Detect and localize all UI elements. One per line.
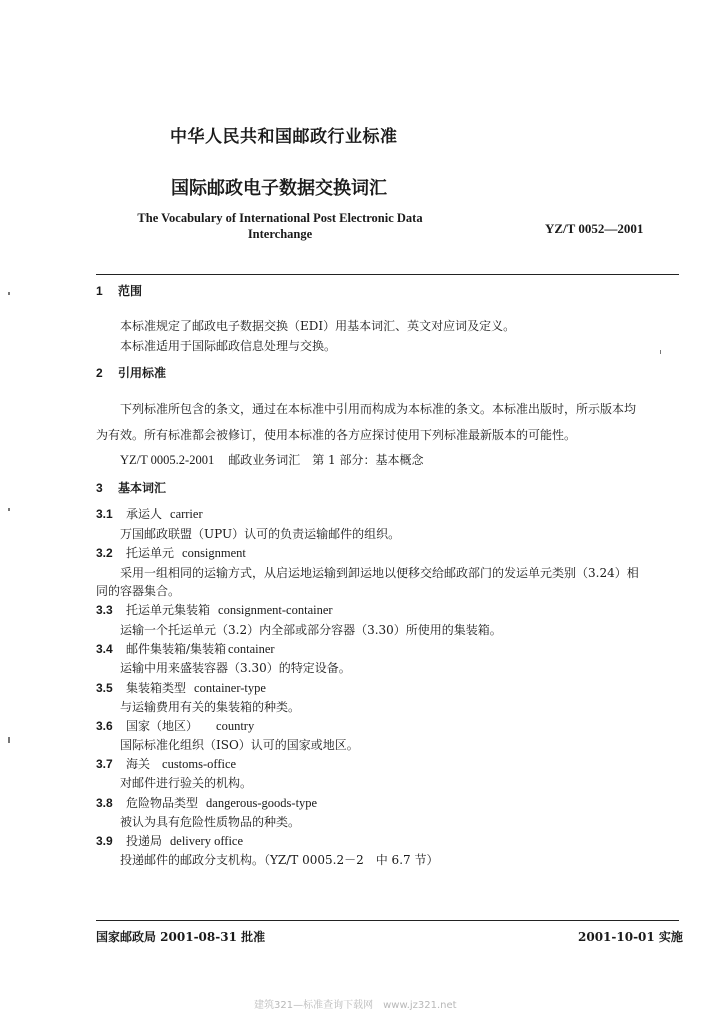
term-definition: 与运输费用有关的集装箱的种类。 [120,700,301,714]
section-number: 2 [96,366,103,380]
term-number: 3.2 [96,546,113,560]
term-english: container-type [194,681,266,695]
term-chinese: 危险物品类型 [126,796,199,810]
term-number: 3.3 [96,603,113,617]
term-chinese: 国家（地区） [126,719,199,733]
footer-divider [96,920,679,921]
term-chinese: 托运单元集装箱 [126,603,211,617]
term-entry [96,505,203,522]
document-title-cn: 国际邮政电子数据交换词汇 [171,178,387,199]
section-1-para-1: 本标准规定了邮政电子数据交换（EDI）用基本词汇、英文对应词及定义。 [120,319,516,333]
section-2-heading [96,364,166,381]
term-entry [96,717,254,734]
scan-speck [660,350,661,354]
term-chinese: 集装箱类型 [126,681,187,695]
term-definition: 采用一组相同的运输方式，从启运地运输到卸运地以便移交给邮政部门的发运单元类别（3.24）相 [120,566,639,580]
scan-speck [8,292,10,295]
term-english: customs-office [162,757,237,771]
term-definition: 运输一个托运单元（3.2）内全部或部分容器（3.30）所使用的集装箱。 [120,623,502,637]
term-english: consignment-container [218,603,333,617]
effective-date: 2001-10-01 实施 [578,930,683,944]
section-3-heading [96,479,166,496]
term-number: 3.1 [96,507,113,521]
term-english: dangerous-goods-type [206,796,318,810]
term-english: country [216,719,255,733]
term-chinese: 承运人 [126,507,163,521]
scan-speck [8,508,10,511]
term-definition: 国际标准化组织（ISO）认可的国家或地区。 [120,738,359,752]
term-entry [96,544,246,561]
reference-entry [120,451,423,468]
term-definition: 对邮件进行验关的机构。 [120,776,253,790]
term-entry [96,640,275,657]
term-entry [96,794,317,811]
term-definition: 投递邮件的邮政分支机构。（YZ/T 0005.2－2 中 6.7 节） [120,853,439,867]
approval-line: 国家邮政局 2001-08-31 批准 [96,930,266,944]
section-number: 1 [96,284,103,298]
term-entry [96,601,333,618]
section-number: 3 [96,481,103,495]
watermark: 建筑321—标准查询下载网 www.jz321.net [254,1000,457,1011]
term-english: carrier [170,507,203,521]
term-definition: 被认为具有危险性质物品的种类。 [120,815,301,829]
standard-category: 中华人民共和国邮政行业标准 [170,127,398,147]
term-number: 3.7 [96,757,113,771]
section-title: 基本词汇 [118,481,167,495]
standard-code: YZ/T 0052—2001 [545,221,644,236]
term-number: 3.9 [96,834,113,848]
term-number: 3.8 [96,796,113,810]
term-entry [96,832,243,849]
term-chinese: 投递局 [126,834,163,848]
term-english: delivery office [170,834,244,848]
term-entry [96,755,236,772]
section-1-para-2: 本标准适用于国际邮政信息处理与交换。 [120,339,337,353]
term-number: 3.5 [96,681,113,695]
scan-speck [8,737,10,743]
reference-code: YZ/T 0005.2-2001 [120,453,215,467]
term-english: container [228,642,275,656]
section-2-para-line-1: 下列标准所包含的条文，通过在本标准中引用而构成为本标准的条文。本标准出版时，所示版本均 [120,402,637,416]
section-title: 范围 [118,284,143,298]
section-2-para-line-2: 为有效。所有标准都会被修订，使用本标准的各方应探讨使用下列标准最新版本的可能性。 [96,428,577,442]
term-definition: 万国邮政联盟（UPU）认可的负责运输邮件的组织。 [120,527,401,541]
term-definition-continued: 同的容器集合。 [96,584,181,598]
term-chinese: 邮件集装箱/集装箱 [126,642,227,656]
term-entry [96,679,266,696]
term-definition: 运输中用来盛装容器（3.30）的特定设备。 [120,661,351,675]
term-chinese: 海关 [126,757,151,771]
term-number: 3.4 [96,642,113,656]
document-title-en: The Vocabulary of International Post Electronic Data Interchange [137,211,423,241]
term-number: 3.6 [96,719,113,733]
term-chinese: 托运单元 [126,546,175,560]
header-divider [96,274,679,275]
term-english: consignment [182,546,246,560]
section-title: 引用标准 [118,366,167,380]
reference-title: 邮政业务词汇 第 1 部分：基本概念 [228,453,424,467]
section-1-heading [96,282,142,299]
